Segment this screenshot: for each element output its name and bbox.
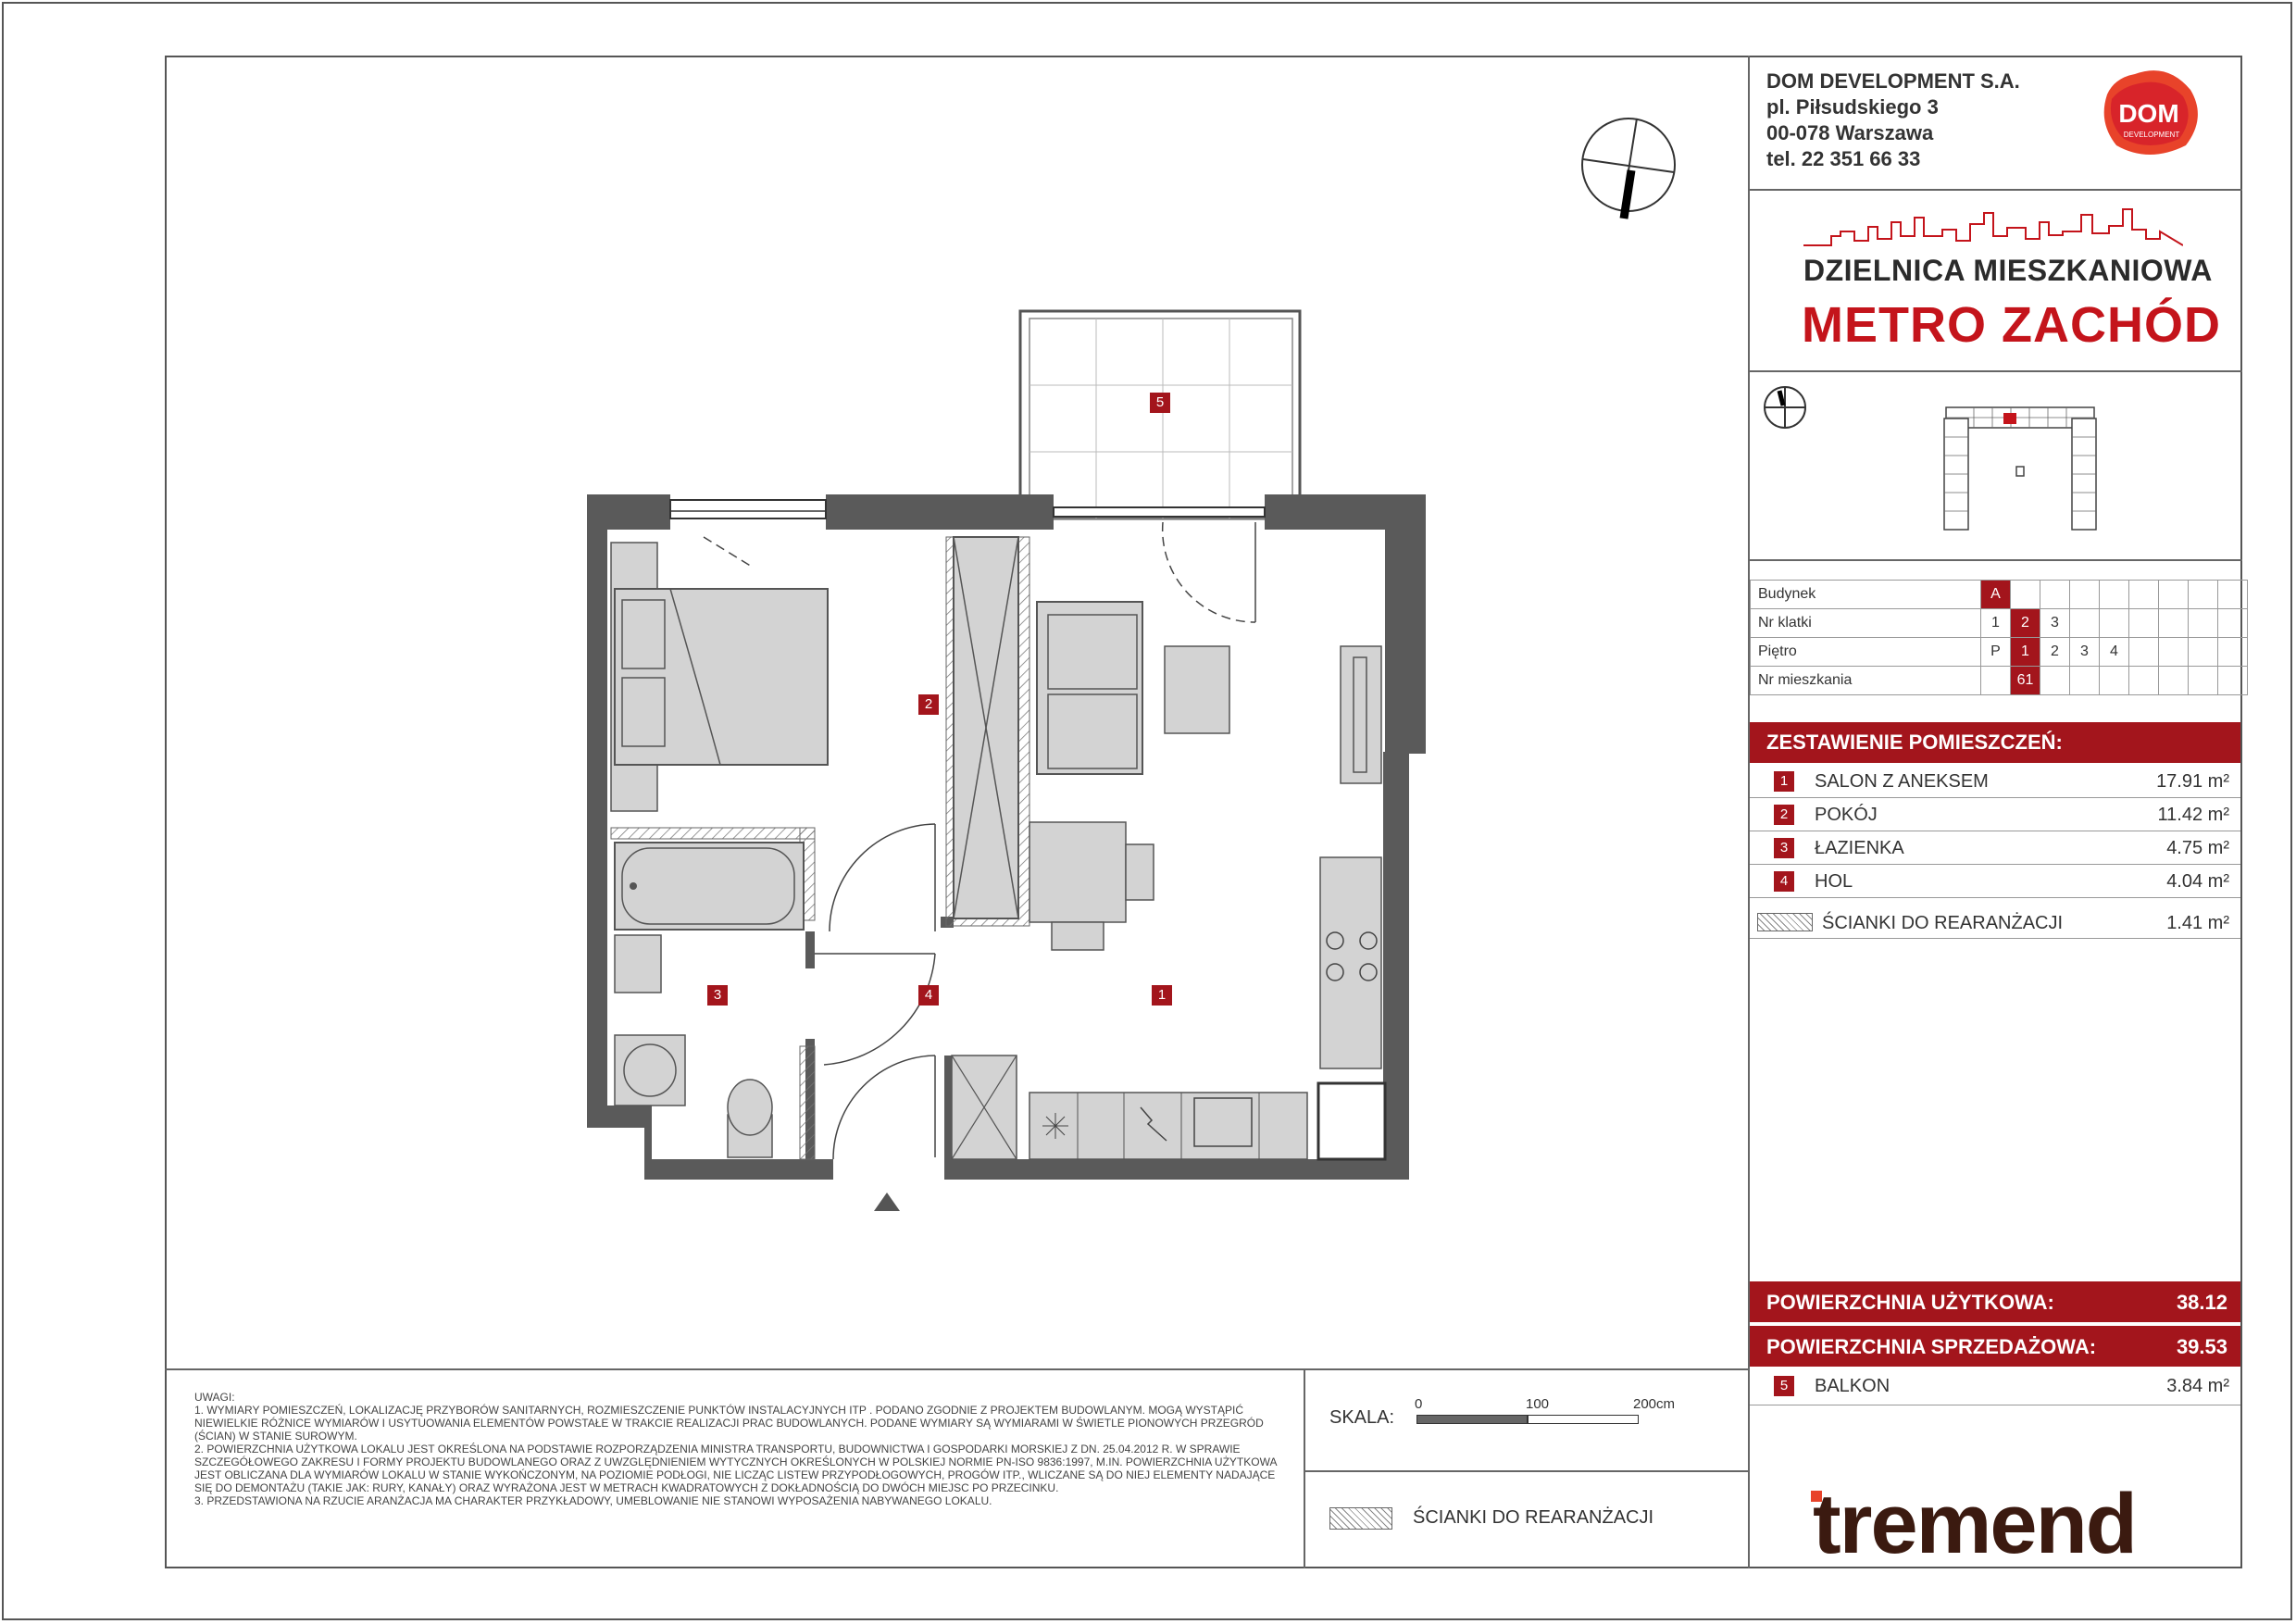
partitions-swatch [1757,913,1813,931]
location-cell: 2 [2040,638,2070,667]
notes-header: UWAGI: [194,1391,235,1404]
logo-text-development: DEVELOPMENT [2123,131,2180,139]
location-cell [2070,581,2100,609]
panel-line-1 [1748,189,2242,191]
location-cell [2159,638,2189,667]
location-row-label: Nr mieszkania [1751,667,1981,695]
compass-icon [1579,115,1678,222]
room-row [1750,831,2240,865]
usable-area-value: 38.12 [2176,1291,2227,1314]
location-row [1751,581,2248,609]
location-cell: 1 [2011,638,2040,667]
room-name: ŁAZIENKA [1815,838,1904,858]
note-2: 2. POWIERZCHNIA UŻYTKOWA LOKALU JEST OKREŚLONA NA PODSTAWIE ROZPORZĄDZENIA MINISTRA TRANSPORTU, BUDOWNICTWA I GOSPODARKI MORSKIEJ Z DN. 25.04.2012 R. W SPRAWIE SZCZEGÓŁOWEGO ZAKRESU I FORMY PROJEKTU BUDOWLANEGO ORAZ Z UWZGLĘDNIENIEM WYTYCZNYCH OKREŚLONYCH W POLSKIEJ NORMIE PN-ISO 9836:1997, M.IN. POWIERZCHNIA UŻYTKOWA JEST OBLICZANA DLA WYMIARÓW LOKALU W STANIE WYKOŃCZONYM, NA POZIOMIE PODŁOGI, NIE LICZĄC LISTEW PRZYPODŁOGOWYCH, PROGÓW ITP., WLICZANE SĄ DO NIEJ ELEMENTY NADAJĄCE SIĘ DO DEMONTAŻU (TAKIE JAK: RURY, KANAŁY) ORAZ WYRAŻONA JEST W METRACH KWADRATOWYCH Z DOKŁADNOŚCIĄ DO DWÓCH MIEJSC PO PRZECINKU. [194,1443,1277,1494]
location-cell [2218,609,2248,638]
location-cell [2218,638,2248,667]
scale-tick-100: 100 [1526,1396,1550,1412]
room-number-badge: 3 [1774,838,1794,858]
panel-line-2 [1748,370,2242,372]
plan-label-4: 4 [918,985,939,1006]
brand-name: tremend [1813,1477,2136,1571]
location-cell [2129,609,2159,638]
location-cell: A [1981,581,2011,609]
scale-tick-0: 0 [1415,1396,1423,1412]
location-cell [1981,667,2011,695]
room-name: SALON Z ANEKSEM [1815,771,1989,792]
location-cell [2129,667,2159,695]
room-area: 17.91 m² [2156,771,2229,792]
location-cell [2189,581,2218,609]
location-row [1751,638,2248,667]
location-cell [2218,581,2248,609]
scale-divider [1304,1470,1750,1472]
location-cell [2070,667,2100,695]
company-street: pl. Piłsudskiego 3 [1766,95,1939,119]
location-cell: 2 [2011,609,2040,638]
panel-line-3 [1748,559,2242,561]
partitions-name: ŚCIANKI DO REARANŻACJI [1822,913,2064,933]
project-line-2: METRO ZACHÓD [1802,297,2221,353]
bottom-divider [165,1368,1750,1370]
location-cell [2189,667,2218,695]
key-plan [1937,400,2103,537]
room-name: POKÓJ [1815,805,1878,825]
location-cell [2159,609,2189,638]
balcony-badge: 5 [1774,1376,1794,1396]
location-cell [2189,609,2218,638]
balcony-name: BALKON [1815,1376,1890,1396]
room-row [1750,798,2240,831]
location-cell [2100,581,2129,609]
room-row [1750,865,2240,898]
location-row-label: Piętro [1751,638,1981,667]
location-cell [2189,638,2218,667]
logo-text-dom: DOM [2118,99,2179,128]
location-cell: 4 [2100,638,2129,667]
location-cell: 1 [1981,609,2011,638]
plan-label-1: 1 [1152,985,1172,1006]
rooms-title: ZESTAWIENIE POMIESZCZEŃ: [1750,722,2240,763]
location-row [1751,609,2248,638]
project-line-1: DZIELNICA MIESZKANIOWA [1803,254,2213,287]
company-info [1766,69,2020,172]
room-number-badge: 2 [1774,805,1794,825]
location-cell [2100,609,2129,638]
scale-tick-200: 200cm [1633,1396,1676,1412]
plan-label-5: 5 [1150,393,1170,413]
scale-bar-empty [1528,1415,1639,1424]
balcony-row [1750,1368,2240,1405]
location-cell [2011,581,2040,609]
location-cell: 3 [2070,638,2100,667]
location-cell [2159,581,2189,609]
skyline-graphic [1803,204,2183,250]
usable-area-bar [1750,1281,2240,1322]
partitions-area: 1.41 m² [2166,913,2229,933]
small-compass-icon [1763,385,1807,430]
location-cell [2218,667,2248,695]
location-cell [2040,581,2070,609]
plan-label-3: 3 [707,985,728,1006]
location-row [1751,667,2248,695]
location-cell [2129,581,2159,609]
location-cell [2040,667,2070,695]
scale-bar-filled [1416,1415,1528,1424]
location-cell [2129,638,2159,667]
location-cell [2100,667,2129,695]
balcony-area: 3.84 m² [2166,1376,2229,1396]
location-cell: 3 [2040,609,2070,638]
floor-plan [574,296,1444,1213]
location-row-label: Budynek [1751,581,1981,609]
location-cell [2159,667,2189,695]
dom-logo [2089,67,2209,159]
company-city: 00-078 Warszawa [1766,121,1934,144]
room-number-badge: 1 [1774,771,1794,792]
usable-area-label: POWIERZCHNIA UŻYTKOWA: [1766,1291,2054,1314]
room-name: HOL [1815,871,1853,892]
legend-label: ŚCIANKI DO REARANŻACJI [1413,1507,1654,1528]
location-cell: P [1981,638,2011,667]
partitions-row [1750,906,2240,939]
company-phone: tel. 22 351 66 33 [1766,147,1921,170]
legend-swatch [1329,1507,1392,1530]
notes-divider [1304,1368,1305,1568]
scale-label: SKALA: [1329,1407,1395,1428]
location-cell: 61 [2011,667,2040,695]
rooms-list [1750,765,2240,898]
location-cell [2070,609,2100,638]
room-area: 4.75 m² [2166,838,2229,858]
company-name: DOM DEVELOPMENT S.A. [1766,69,2020,93]
note-1: 1. WYMIARY POMIESZCZEŃ, LOKALIZACJĘ PRZYBORÓW SANITARNYCH, ROZMIESZCZENIE PUNKTÓW INSTALACYJNYCH ITP . PODANO ZGODNIE Z PROJEKTEM BUDOWLANYM. MOGĄ WYSTĄPIĆ NIEWIELKIE RÓŻNICE WYMIARÓW I USYTUOWANIA ELEMENTÓW POWSTAŁE W TRAKCIE REALIZACJI PRAC BUDOWLANYCH. PODANE WYMIARY SĄ WYMIARAMI W ŚWIETLE PIONOWYCH PRZEGRÓD (ŚCIAN) W STANIE SUROWYM. [194,1404,1264,1443]
room-row [1750,765,2240,798]
location-row-label: Nr klatki [1751,609,1981,638]
sales-area-label: POWIERZCHNIA SPRZEDAŻOWA: [1766,1335,2097,1358]
room-area: 11.42 m² [2157,805,2229,825]
location-table [1750,580,2248,695]
sales-area-value: 39.53 [2176,1335,2227,1358]
sales-area-bar [1750,1326,2240,1367]
room-area: 4.04 m² [2166,871,2229,892]
room-number-badge: 4 [1774,871,1794,892]
note-3: 3. PRZEDSTAWIONA NA RZUCIE ARANŻACJA MA CHARAKTER PRZYKŁADOWY, UMEBLOWANIE NIE STANOWI WYPOSAŻENIA NABYWANEGO LOKALU. [194,1494,992,1507]
plan-label-2: 2 [918,694,939,715]
notes [194,1391,1287,1507]
